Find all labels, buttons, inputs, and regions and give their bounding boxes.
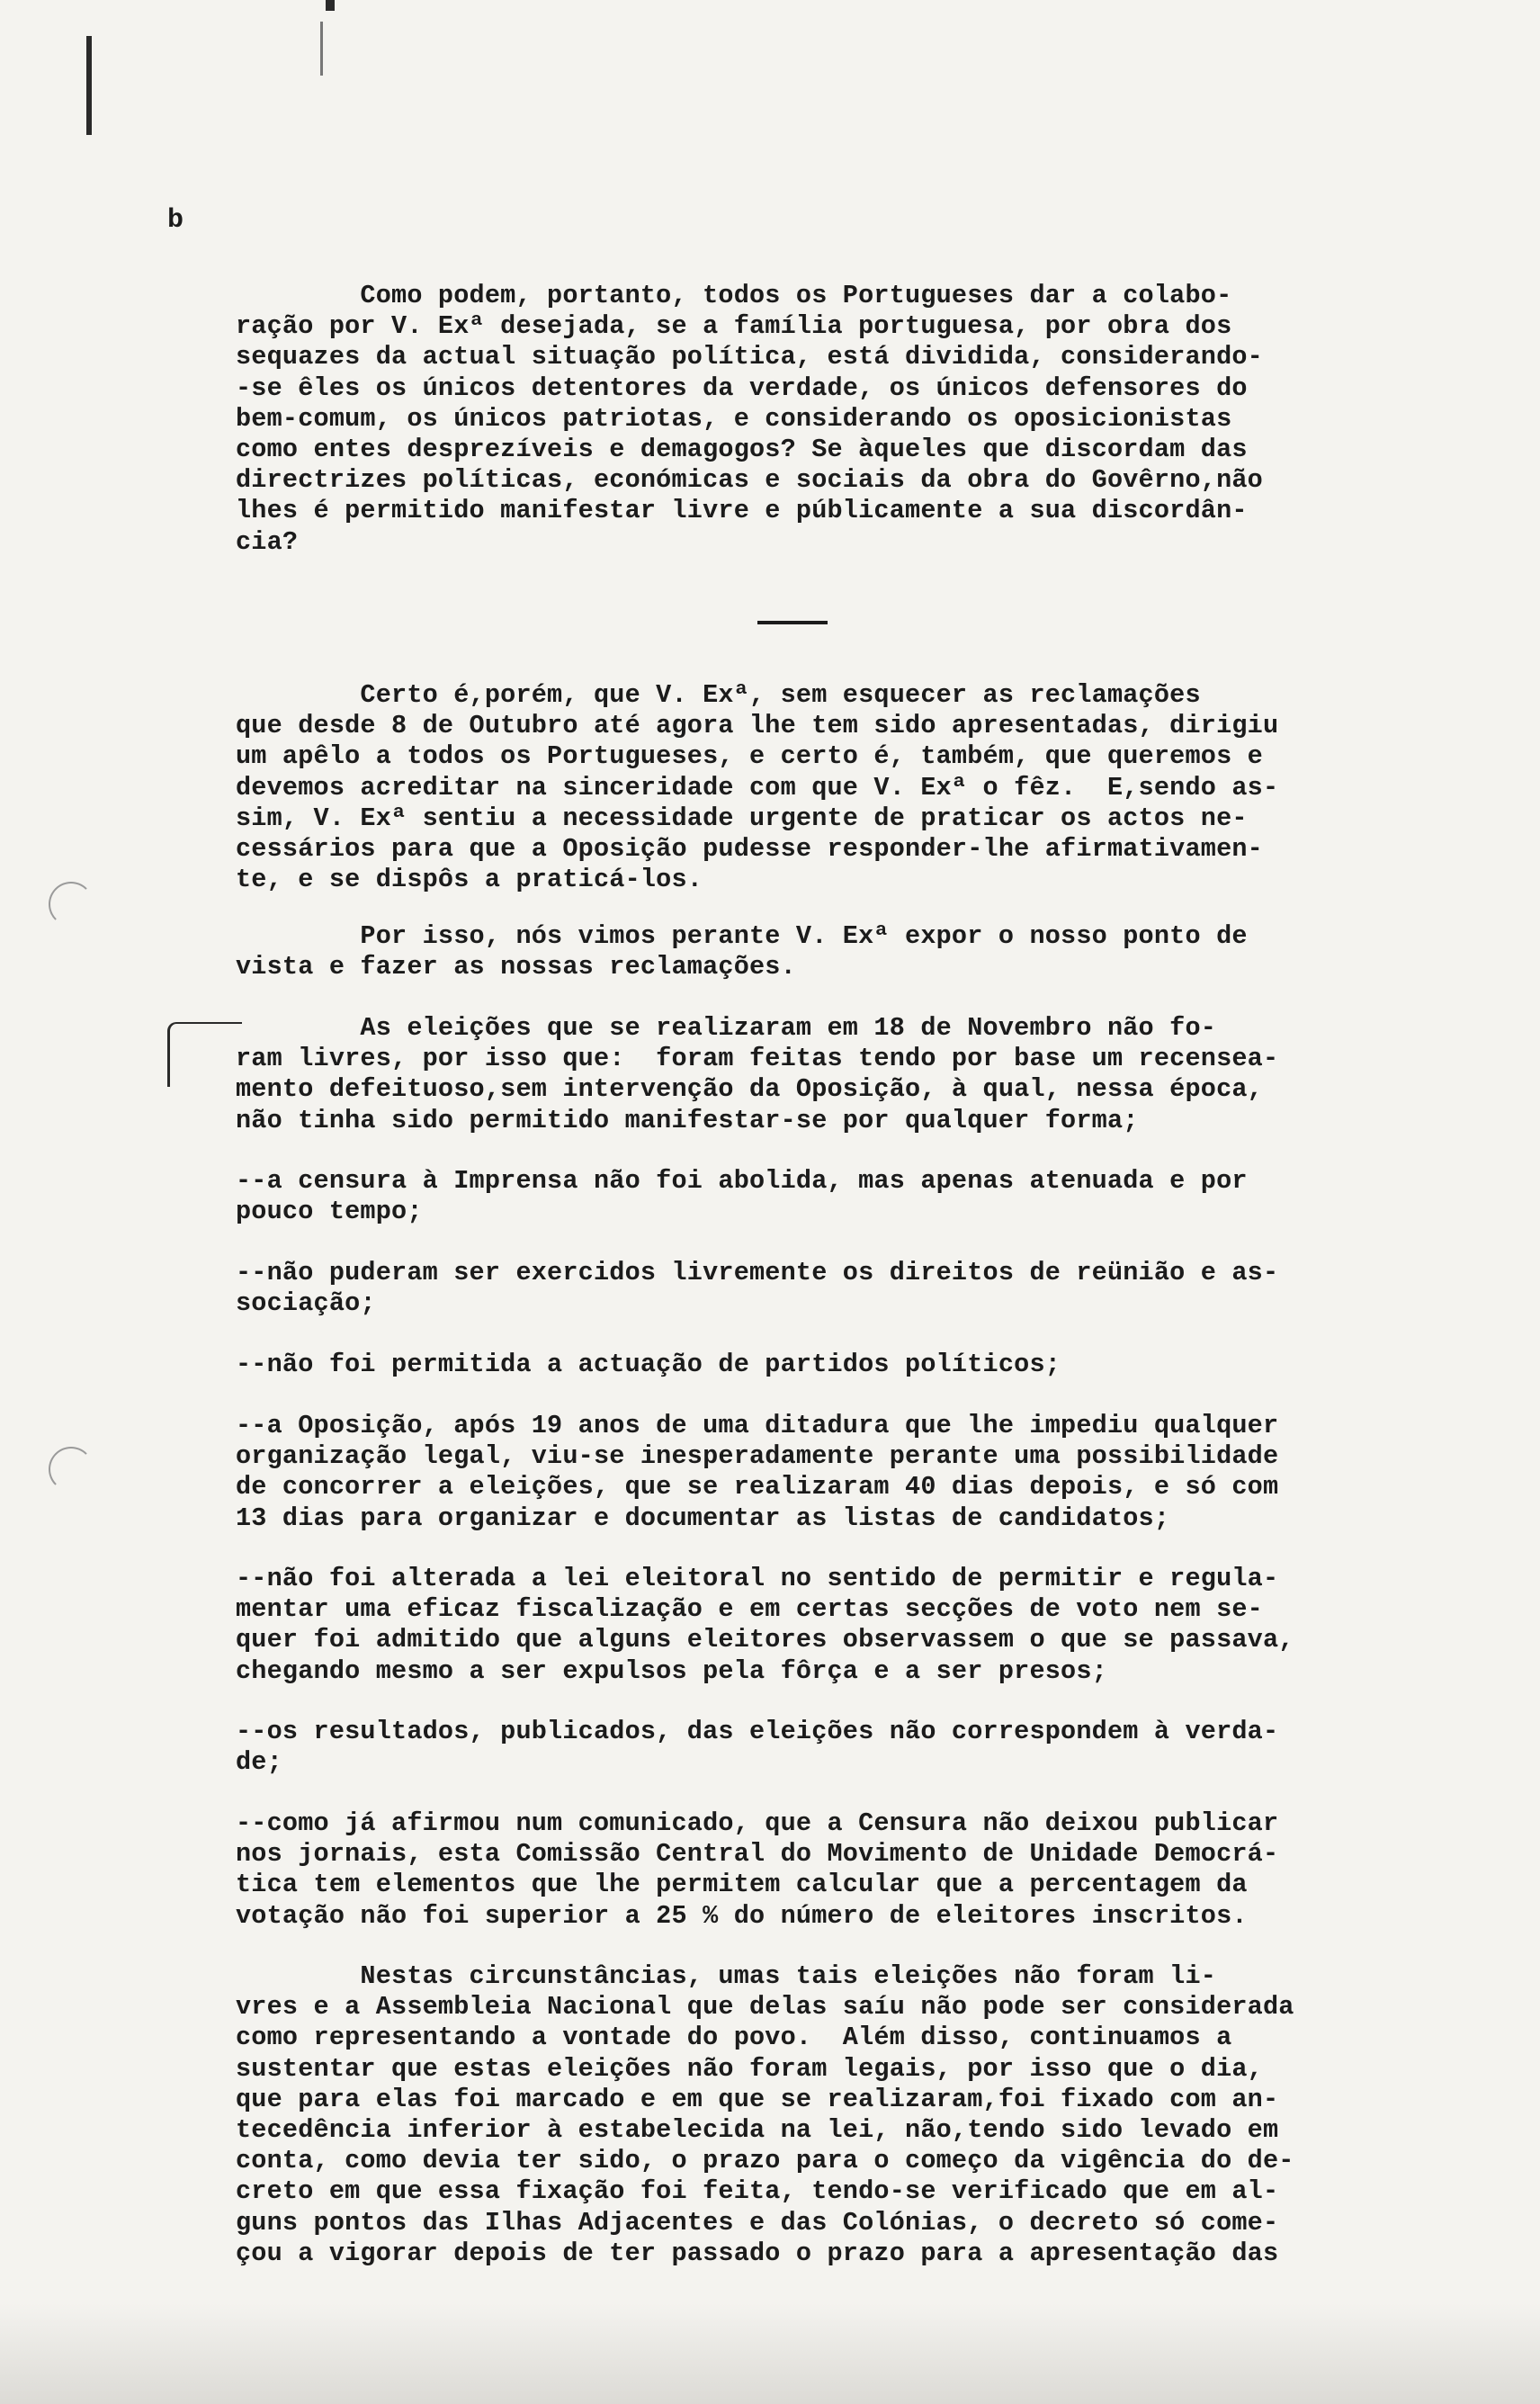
list-item: --a censura à Imprensa não foi abolida, mas apenas atenuada e por pouco tempo; <box>236 1166 1248 1227</box>
list-item: --não puderam ser exercidos livremente os direitos de reünião e as- sociação; <box>236 1258 1279 1319</box>
list-item: --como já afirmou num comunicado, que a Censura não deixou publicar nos jornais, esta Comissão Central do Movimento de Unidade Democrá- tica tem elementos que lhe permitem calcular que a percentagem da votação não foi superior a 25 % do número de eleitores inscritos. <box>236 1808 1279 1931</box>
list-item: --os resultados, publicados, das eleições não correspondem à verda- de; <box>236 1717 1279 1778</box>
scan-edge-smudge <box>0 2303 1540 2404</box>
page-marker: b <box>167 205 184 236</box>
list-item: --a Oposição, após 19 anos de uma ditadura que lhe impediu qualquer organização legal, viu-se inesperadamente perante uma possibilidade de concorrer a eleições, que se realizaram 40 dias depois, e só com 13 dias para organizar e documentar as listas de candidatos; <box>236 1411 1279 1533</box>
paragraph-4: As eleições que se realizaram em 18 de Novembro não fo- ram livres, por isso que: foram feitas tendo por base um recensea- mento defeituoso,sem intervenção da Oposição, à qual, nessa época, não tinha sido permitido manifestar-se por qualquer forma; <box>236 1013 1279 1135</box>
paragraph-2: Certo é,porém, que V. Exª, sem esquecer as reclamações que desde 8 de Outubro até agora lhe tem sido apresentadas, dirigiu um apêlo a todos os Portugueses, e certo é, também, que queremos e devemos acreditar na sinceridade com que V. Exª o fêz. E,sendo as- sim, V. Exª sentiu a necessidade urgente de praticar os actos ne- cessários para que a Oposição pudesse responder-lhe afirmativamen- te, e se dispôs a praticá-los. <box>236 680 1279 895</box>
section-divider <box>757 621 828 624</box>
list-item: --não foi permitida a actuação de partidos políticos; <box>236 1350 1061 1379</box>
paragraph-1: Como podem, portanto, todos os Portugueses dar a colabo- ração por V. Exª desejada, se a família portuguesa, por obra dos sequazes da actual situação política, está dividida, considerando- -se êles os únicos detentores da verdade, os únicos defensores do bem-comum, os únicos patriotas, e considerando os oposicionistas como entes desprezíveis e demagogos? Se àqueles que discordam das directrizes políticas, económicas e sociais da obra do Govêrno,não lhes é permitido manifestar livre e públicamente a sua discordân- cia? <box>236 281 1263 557</box>
binder-hole-mark-small <box>320 22 323 76</box>
punch-hole-mark <box>49 882 94 927</box>
top-edge-mark <box>326 0 335 11</box>
punch-hole-mark <box>49 1447 94 1492</box>
binder-hole-mark-top <box>86 36 92 135</box>
paragraph-5: Nestas circunstâncias, umas tais eleições não foram li- vres e a Assembleia Nacional que delas saíu não pode ser considerada como representando a vontade do povo. Além disso, continuamos a sustentar que estas eleições não foram legais, por isso que o dia, que para elas foi marcado e em que se realizaram,foi fixado com an- tecedência inferior à estabelecida na lei, não,tendo sido levado em conta, como devia ter sido, o prazo para o começo da vigência do de- creto em que essa fixação foi feita, tendo-se verificado que em al- guns pontos das Ilhas Adjacentes e das Colónias, o decreto só come- çou a vigorar depois de ter passado o prazo para a apresentação das <box>236 1961 1294 2268</box>
margin-bracket-mark <box>167 1022 242 1087</box>
list-item: --não foi alterada a lei eleitoral no sentido de permitir e regula- mentar uma eficaz fiscalização e em certas secções de voto nem se- quer foi admitido que alguns eleitores observassem o que se passava, chegando mesmo a ser expulsos pela fôrça e a ser presos; <box>236 1564 1294 1686</box>
paragraph-3: Por isso, nós vimos perante V. Exª expor o nosso ponto de vista e fazer as nossas reclamações. <box>236 921 1248 982</box>
